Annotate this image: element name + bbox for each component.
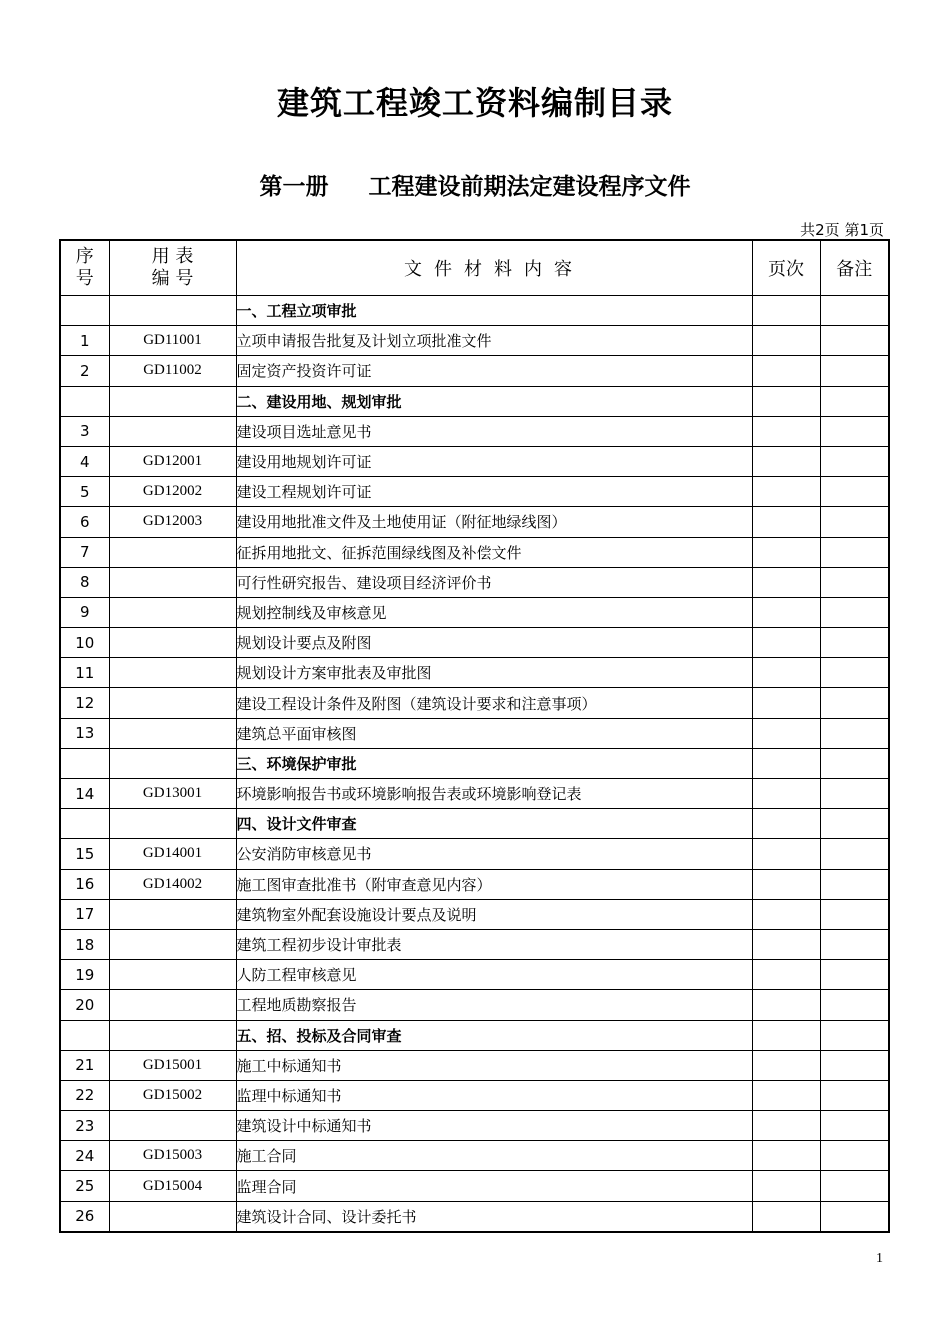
table-row: [60, 899, 889, 929]
row-remark: [820, 1141, 889, 1171]
row-content: 规划设计要点及附图: [236, 628, 752, 658]
header-form-code: 用 表 编 号: [109, 240, 236, 296]
contents-table: [59, 239, 890, 1233]
row-page: [752, 809, 820, 839]
row-page: [752, 869, 820, 899]
row-content: 工程地质勘察报告: [236, 990, 752, 1020]
row-page: [752, 990, 820, 1020]
row-form-code: GD12002: [109, 477, 236, 507]
row-content: 建设用地批准文件及土地使用证（附征地绿线图）: [236, 507, 752, 537]
row-remark: [820, 869, 889, 899]
row-content: 一、工程立项审批: [236, 296, 752, 326]
row-serial-no: 5: [60, 477, 109, 507]
table-row: [60, 537, 889, 567]
row-form-code: GD11002: [109, 356, 236, 386]
row-content: 监理中标通知书: [236, 1080, 752, 1110]
row-serial-no: 24: [60, 1141, 109, 1171]
row-remark: [820, 658, 889, 688]
row-serial-no: 1: [60, 326, 109, 356]
row-page: [752, 1020, 820, 1050]
row-serial-no: [60, 1020, 109, 1050]
table-row: [60, 326, 889, 356]
row-serial-no: [60, 296, 109, 326]
row-page: [752, 899, 820, 929]
row-content: 规划控制线及审核意见: [236, 597, 752, 627]
table-row: [60, 960, 889, 990]
volume-subtitle: [0, 168, 950, 201]
row-form-code: [109, 296, 236, 326]
row-form-code: [109, 416, 236, 446]
row-serial-no: 26: [60, 1201, 109, 1232]
row-content: 征拆用地批文、征拆范围绿线图及补偿文件: [236, 537, 752, 567]
table-row: [60, 507, 889, 537]
row-remark: [820, 929, 889, 959]
row-form-code: GD15002: [109, 1080, 236, 1110]
row-page: [752, 658, 820, 688]
row-serial-no: 7: [60, 537, 109, 567]
row-content: 建筑设计中标通知书: [236, 1111, 752, 1141]
row-remark: [820, 1111, 889, 1141]
row-page: [752, 537, 820, 567]
row-content: 施工中标通知书: [236, 1050, 752, 1080]
row-serial-no: 4: [60, 446, 109, 476]
row-form-code: GD14001: [109, 839, 236, 869]
row-form-code: [109, 567, 236, 597]
row-serial-no: 17: [60, 899, 109, 929]
row-form-code: GD11001: [109, 326, 236, 356]
row-form-code: GD15004: [109, 1171, 236, 1201]
table-row: [60, 1080, 889, 1110]
row-page: [752, 356, 820, 386]
row-form-code: [109, 628, 236, 658]
table-row: [60, 567, 889, 597]
row-form-code: [109, 1201, 236, 1232]
row-remark: [820, 990, 889, 1020]
row-content: 建设工程设计条件及附图（建筑设计要求和注意事项）: [236, 688, 752, 718]
row-serial-no: 22: [60, 1080, 109, 1110]
row-form-code: [109, 1020, 236, 1050]
row-remark: [820, 1080, 889, 1110]
table-row: [60, 1171, 889, 1201]
row-serial-no: 13: [60, 718, 109, 748]
row-content: 规划设计方案审批表及审批图: [236, 658, 752, 688]
row-remark: [820, 356, 889, 386]
table-header-row: [60, 240, 889, 296]
row-form-code: [109, 1111, 236, 1141]
row-remark: [820, 296, 889, 326]
row-form-code: GD12001: [109, 446, 236, 476]
row-page: [752, 839, 820, 869]
row-form-code: [109, 960, 236, 990]
table-row: [60, 869, 889, 899]
table-row: [60, 477, 889, 507]
row-serial-no: [60, 809, 109, 839]
row-content: 环境影响报告书或环境影响报告表或环境影响登记表: [236, 779, 752, 809]
row-remark: [820, 748, 889, 778]
row-page: [752, 718, 820, 748]
row-serial-no: [60, 748, 109, 778]
row-content: 固定资产投资许可证: [236, 356, 752, 386]
table-row: [60, 839, 889, 869]
row-page: [752, 779, 820, 809]
table-row: [60, 688, 889, 718]
row-serial-no: 10: [60, 628, 109, 658]
row-serial-no: 20: [60, 990, 109, 1020]
row-content: 可行性研究报告、建设项目经济评价书: [236, 567, 752, 597]
section-row: [60, 748, 889, 778]
row-serial-no: 18: [60, 929, 109, 959]
row-content: 建设用地规划许可证: [236, 446, 752, 476]
row-page: [752, 929, 820, 959]
row-form-code: GD14002: [109, 869, 236, 899]
row-serial-no: 11: [60, 658, 109, 688]
row-form-code: [109, 809, 236, 839]
row-remark: [820, 899, 889, 929]
row-page: [752, 446, 820, 476]
row-form-code: [109, 990, 236, 1020]
row-content: 三、环境保护审批: [236, 748, 752, 778]
row-form-code: [109, 929, 236, 959]
section-row: [60, 809, 889, 839]
row-remark: [820, 326, 889, 356]
row-page: [752, 1111, 820, 1141]
table-row: [60, 779, 889, 809]
row-serial-no: 15: [60, 839, 109, 869]
row-content: 二、建设用地、规划审批: [236, 386, 752, 416]
row-content: 立项申请报告批复及计划立项批准文件: [236, 326, 752, 356]
row-serial-no: 25: [60, 1171, 109, 1201]
row-page: [752, 1171, 820, 1201]
row-remark: [820, 1201, 889, 1232]
row-remark: [820, 597, 889, 627]
row-content: 建筑工程初步设计审批表: [236, 929, 752, 959]
row-remark: [820, 1020, 889, 1050]
row-page: [752, 507, 820, 537]
row-serial-no: 21: [60, 1050, 109, 1080]
row-page: [752, 1050, 820, 1080]
row-content: 建筑设计合同、设计委托书: [236, 1201, 752, 1232]
table-row: [60, 446, 889, 476]
section-row: [60, 296, 889, 326]
row-content: 四、设计文件审查: [236, 809, 752, 839]
row-page: [752, 1141, 820, 1171]
table-row: [60, 416, 889, 446]
row-content: 建设项目选址意见书: [236, 416, 752, 446]
row-remark: [820, 567, 889, 597]
table-row: [60, 1111, 889, 1141]
page-info: 共2页 第1页: [800, 221, 884, 239]
row-remark: [820, 839, 889, 869]
volume-label: 第一册: [259, 174, 329, 200]
row-remark: [820, 446, 889, 476]
row-page: [752, 597, 820, 627]
row-page: [752, 326, 820, 356]
row-page: [752, 386, 820, 416]
row-page: [752, 296, 820, 326]
row-page: [752, 748, 820, 778]
row-serial-no: 23: [60, 1111, 109, 1141]
table-row: [60, 597, 889, 627]
table-row: [60, 628, 889, 658]
row-serial-no: 19: [60, 960, 109, 990]
row-form-code: GD13001: [109, 779, 236, 809]
row-form-code: [109, 658, 236, 688]
table-row: [60, 1050, 889, 1080]
section-row: [60, 1020, 889, 1050]
header-remark: 备注: [820, 240, 889, 296]
row-form-code: GD15001: [109, 1050, 236, 1080]
row-content: 五、招、投标及合同审查: [236, 1020, 752, 1050]
row-page: [752, 477, 820, 507]
row-form-code: [109, 748, 236, 778]
row-serial-no: 14: [60, 779, 109, 809]
row-page: [752, 1080, 820, 1110]
row-remark: [820, 507, 889, 537]
row-page: [752, 1201, 820, 1232]
row-remark: [820, 809, 889, 839]
row-form-code: GD15003: [109, 1141, 236, 1171]
section-row: [60, 386, 889, 416]
row-serial-no: 16: [60, 869, 109, 899]
table-row: [60, 718, 889, 748]
table-row: [60, 356, 889, 386]
row-content: 施工图审查批准书（附审查意见内容）: [236, 869, 752, 899]
row-serial-no: 2: [60, 356, 109, 386]
row-remark: [820, 1050, 889, 1080]
row-page: [752, 688, 820, 718]
row-content: 建设工程规划许可证: [236, 477, 752, 507]
row-page: [752, 628, 820, 658]
row-remark: [820, 628, 889, 658]
table-row: [60, 929, 889, 959]
row-form-code: [109, 718, 236, 748]
row-form-code: [109, 537, 236, 567]
row-serial-no: 6: [60, 507, 109, 537]
row-form-code: GD12003: [109, 507, 236, 537]
page-number: 1: [876, 1251, 883, 1266]
document-title: 建筑工程竣工资料编制目录: [276, 84, 673, 122]
table-row: [60, 990, 889, 1020]
row-serial-no: 8: [60, 567, 109, 597]
volume-name: 工程建设前期法定建设程序文件: [368, 174, 691, 200]
row-remark: [820, 386, 889, 416]
row-remark: [820, 688, 889, 718]
header-page: 页次: [752, 240, 820, 296]
row-content: 建筑物室外配套设施设计要点及说明: [236, 899, 752, 929]
row-content: 监理合同: [236, 1171, 752, 1201]
row-content: 公安消防审核意见书: [236, 839, 752, 869]
row-remark: [820, 416, 889, 446]
row-remark: [820, 960, 889, 990]
row-serial-no: [60, 386, 109, 416]
row-form-code: [109, 688, 236, 718]
header-serial-no: 序 号: [60, 240, 109, 296]
row-remark: [820, 477, 889, 507]
row-remark: [820, 718, 889, 748]
header-content: 文件材料内容: [236, 240, 752, 296]
row-remark: [820, 1171, 889, 1201]
row-page: [752, 416, 820, 446]
row-remark: [820, 537, 889, 567]
row-form-code: [109, 899, 236, 929]
row-page: [752, 960, 820, 990]
row-content: 人防工程审核意见: [236, 960, 752, 990]
table-row: [60, 1201, 889, 1232]
row-form-code: [109, 386, 236, 416]
row-remark: [820, 779, 889, 809]
table-row: [60, 658, 889, 688]
row-form-code: [109, 597, 236, 627]
row-serial-no: 12: [60, 688, 109, 718]
row-content: 施工合同: [236, 1141, 752, 1171]
row-serial-no: 9: [60, 597, 109, 627]
table-row: [60, 1141, 889, 1171]
row-serial-no: 3: [60, 416, 109, 446]
row-page: [752, 567, 820, 597]
row-content: 建筑总平面审核图: [236, 718, 752, 748]
